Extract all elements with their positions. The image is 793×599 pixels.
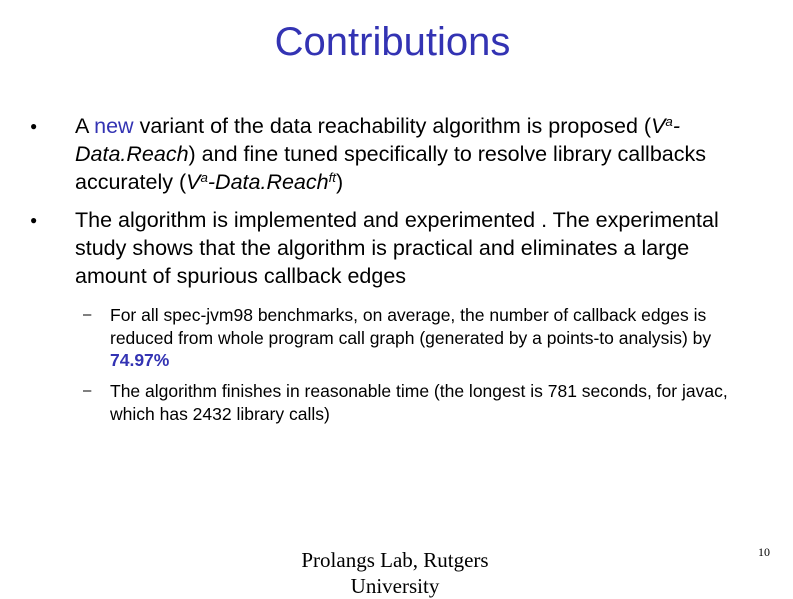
bullet-item-1: ● A new variant of the data reachability algorithm is proposed $(V^a-Data.Reach)$ and fine tuned specifically to resolve library callbacks accurately $(V^a-Data.Reach^{ft})$ xyxy=(30,113,706,194)
dash-icon: – xyxy=(83,306,92,323)
sub-bullet-item-2: – The algorithm finishes in reasonable time (the longest is 781 seconds, for javac, which has 2432 library calls) xyxy=(83,381,728,424)
highlight-new: new xyxy=(94,114,134,138)
reduction-percentage: 74.97% xyxy=(110,350,170,370)
sub-bullet-item-1: – For all spec-jvm98 benchmarks, on average, the number of callback edges is reduced from whole program call graph (generated by a points-to analysis) by 74.97% xyxy=(83,305,712,370)
slide-footer xyxy=(270,547,520,599)
footer-line-2: University xyxy=(350,574,440,598)
slide-title: Contributions xyxy=(274,20,511,64)
page-number: 10 xyxy=(758,545,770,559)
footer-line-1: Prolangs Lab, Rutgers xyxy=(301,548,489,572)
bullet-icon: ● xyxy=(30,119,38,133)
bullet-icon: ● xyxy=(30,213,38,227)
dash-icon: – xyxy=(83,382,92,399)
bullet-item-2: ● The algorithm is implemented and experimented . The experimental study shows that the algorithm is practical and eliminates a large amount of spurious callback edges xyxy=(30,208,719,288)
